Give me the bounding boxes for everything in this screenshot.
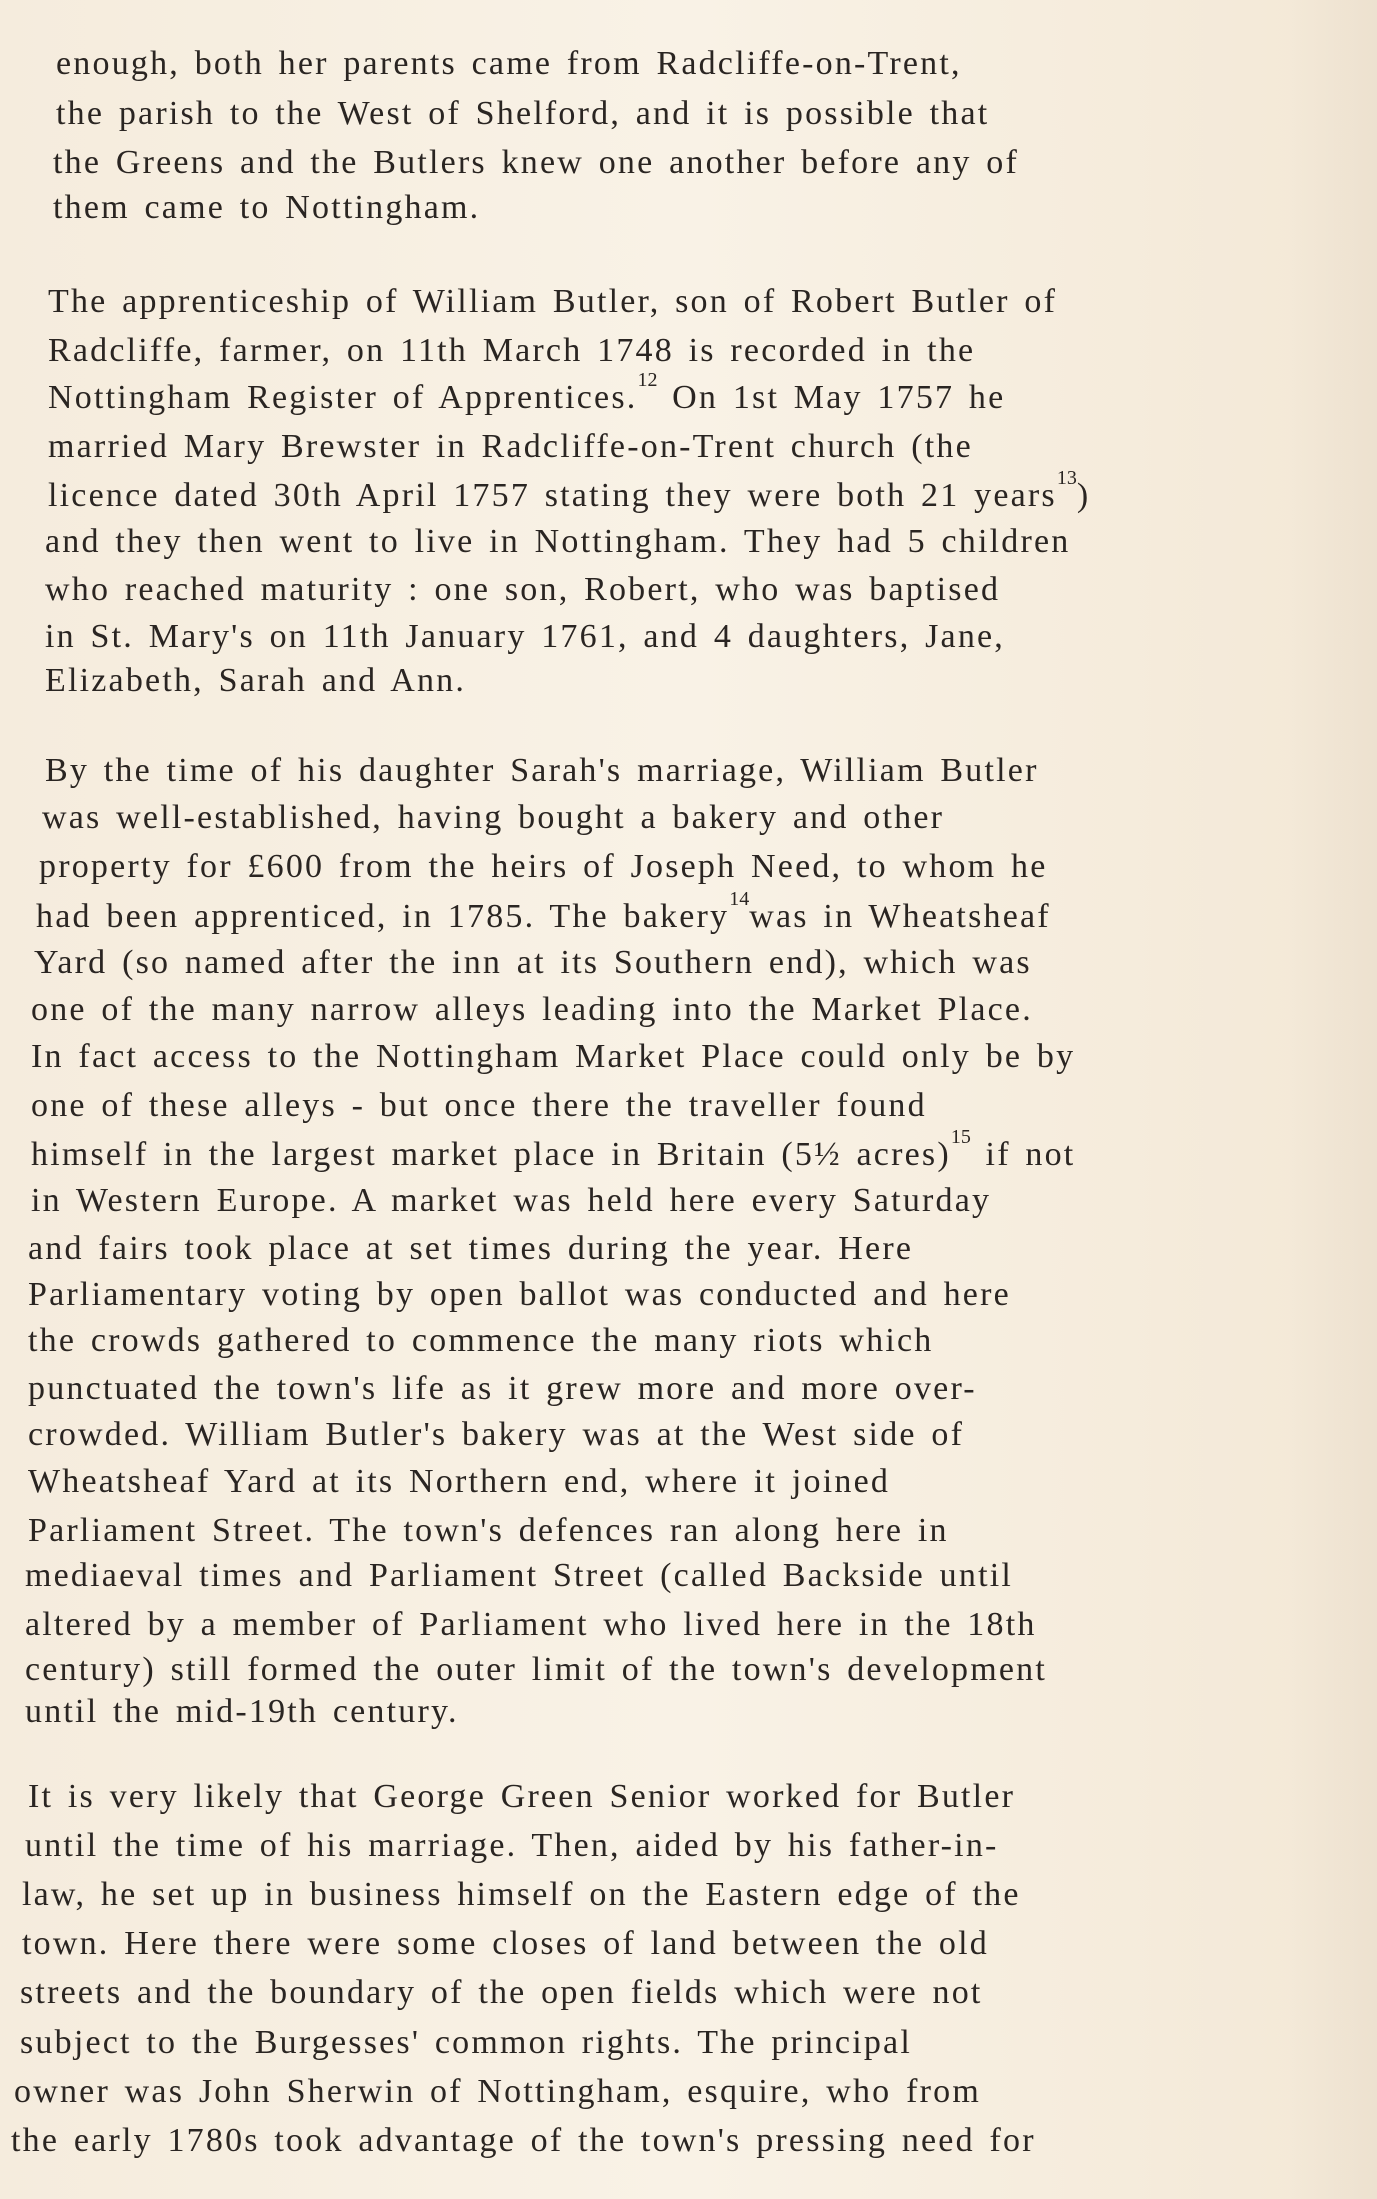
- text-run: owner was John Sherwin of Nottingham, esquire, who from: [14, 2073, 981, 2110]
- text-run: the parish to the West of Shelford, and it is possible that: [56, 95, 990, 132]
- text-line: [42, 798, 944, 838]
- text-run: ): [1076, 477, 1091, 514]
- text-run: altered by a member of Parliament who lived here in the 18th: [25, 1606, 1037, 1643]
- text-run: Radcliffe, farmer, on 11th March 1748 is recorded in the: [48, 332, 976, 369]
- text-line: [28, 1275, 1011, 1315]
- text-run: Nottingham Register of Apprentices.: [48, 379, 638, 416]
- text-line: [48, 467, 1091, 520]
- text-run: mediaeval times and Parliament Street (called Backside until: [25, 1557, 1014, 1594]
- text-run: in Western Europe. A market was held here every Saturday: [31, 1182, 992, 1219]
- footnote-marker: 14: [729, 888, 750, 910]
- text-run: was in Wheatsheaf: [749, 898, 1051, 935]
- text-run: Parliament Street. The town's defences ran along here in: [28, 1512, 949, 1549]
- text-line: [28, 1415, 964, 1455]
- text-run: enough, both her parents came from Radcliffe-on-Trent,: [56, 45, 962, 82]
- text-line: [22, 1875, 1021, 1915]
- text-run: Yard (so named after the inn at its Southern end), which was: [34, 944, 1032, 981]
- text-line: [48, 282, 1057, 322]
- text-run: himself in the largest market place in Britain (5½ acres): [31, 1136, 951, 1173]
- page-edge-shadow: [1287, 0, 1377, 2199]
- text-line: [28, 1511, 949, 1551]
- text-run: subject to the Burgesses' common rights. The principal: [20, 2024, 912, 2061]
- text-line: [28, 1229, 913, 1269]
- text-line: [56, 94, 989, 134]
- text-line: [53, 143, 1019, 183]
- text-line: [45, 617, 1005, 657]
- footnote-marker: 12: [637, 369, 658, 391]
- text-run: On 1st May 1757 he: [657, 379, 1006, 416]
- text-run: one of these alleys - but once there the traveller found: [31, 1087, 927, 1124]
- text-line: [56, 44, 962, 84]
- text-run: licence dated 30th April 1757 stating they were both 21 years: [48, 477, 1057, 514]
- text-line: [25, 1650, 1047, 1690]
- text-run: who reached maturity : one son, Robert, who was baptised: [45, 571, 1001, 608]
- text-run: and they then went to live in Nottingham. They had 5 children: [45, 523, 1071, 560]
- text-line: [45, 522, 1071, 562]
- text-run: law, he set up in business himself on the Eastern edge of the: [22, 1876, 1021, 1913]
- text-run: if not: [970, 1136, 1076, 1173]
- text-run: until the time of his marriage. Then, aided by his father-in-: [25, 1827, 999, 1864]
- text-run: Parliamentary voting by open ballot was conducted and here: [28, 1276, 1011, 1313]
- footnote-marker: 15: [950, 1126, 971, 1148]
- text-run: town. Here there were some closes of land between the old: [22, 1925, 989, 1962]
- text-run: In fact access to the Nottingham Market Place could only be by: [31, 1038, 1076, 1075]
- text-line: [53, 188, 480, 228]
- text-line: [31, 1037, 1075, 1077]
- text-run: until the mid-19th century.: [25, 1693, 459, 1730]
- text-line: [28, 1777, 1015, 1817]
- text-run: and fairs took place at set times during the year. Here: [28, 1230, 914, 1267]
- text-line: [39, 847, 1048, 887]
- text-run: in St. Mary's on 11th January 1761, and 4 daughters, Jane,: [45, 618, 1006, 655]
- text-run: married Mary Brewster in Radcliffe-on-Trent church (the: [48, 428, 973, 465]
- text-line: [48, 427, 973, 467]
- text-line: [11, 2121, 1036, 2161]
- text-run: The apprenticeship of William Butler, son of Robert Butler of: [48, 283, 1058, 320]
- footnote-marker: 13: [1056, 467, 1077, 489]
- text-line: [25, 1692, 459, 1732]
- text-run: Elizabeth, Sarah and Ann.: [45, 662, 467, 699]
- text-run: It is very likely that George Green Senior worked for Butler: [28, 1778, 1016, 1815]
- text-run: the early 1780s took advantage of the town's pressing need for: [11, 2122, 1036, 2159]
- text-line: [45, 661, 466, 701]
- text-run: property for £600 from the heirs of Joseph Need, to whom he: [39, 848, 1048, 885]
- text-line: [48, 331, 975, 371]
- text-line: [31, 1086, 927, 1126]
- text-run: had been apprenticed, in 1785. The bakery: [36, 898, 730, 935]
- text-line: [22, 1924, 989, 1964]
- text-line: [28, 1369, 977, 1409]
- text-line: [20, 2023, 912, 2063]
- text-line: [48, 369, 1006, 422]
- text-line: [25, 1826, 999, 1866]
- text-line: [20, 1973, 983, 2013]
- text-line: [28, 1321, 934, 1361]
- text-run: them came to Nottingham.: [53, 189, 481, 226]
- text-line: [31, 990, 1033, 1030]
- text-line: [45, 751, 1039, 791]
- text-line: [14, 2072, 981, 2112]
- text-line: [31, 1181, 991, 1221]
- text-line: [28, 1462, 890, 1502]
- text-run: Wheatsheaf Yard at its Northern end, where it joined: [28, 1463, 891, 1500]
- text-run: By the time of his daughter Sarah's marriage, William Butler: [45, 752, 1039, 789]
- text-line: [25, 1556, 1013, 1596]
- text-run: was well-established, having bought a bakery and other: [42, 799, 945, 836]
- text-line: [31, 1126, 1076, 1179]
- text-run: the crowds gathered to commence the many riots which: [28, 1322, 934, 1359]
- text-run: century) still formed the outer limit of the town's development: [25, 1651, 1048, 1688]
- text-run: one of the many narrow alleys leading into the Market Place.: [31, 991, 1033, 1028]
- text-run: streets and the boundary of the open fields which were not: [20, 1974, 983, 2011]
- text-run: crowded. William Butler's bakery was at the West side of: [28, 1416, 965, 1453]
- text-line: [36, 888, 1051, 941]
- text-line: [25, 1605, 1037, 1645]
- text-line: [45, 570, 1000, 610]
- text-run: the Greens and the Butlers knew one another before any of: [53, 144, 1019, 181]
- text-line: [34, 943, 1032, 983]
- text-run: punctuated the town's life as it grew more and more over-: [28, 1370, 977, 1407]
